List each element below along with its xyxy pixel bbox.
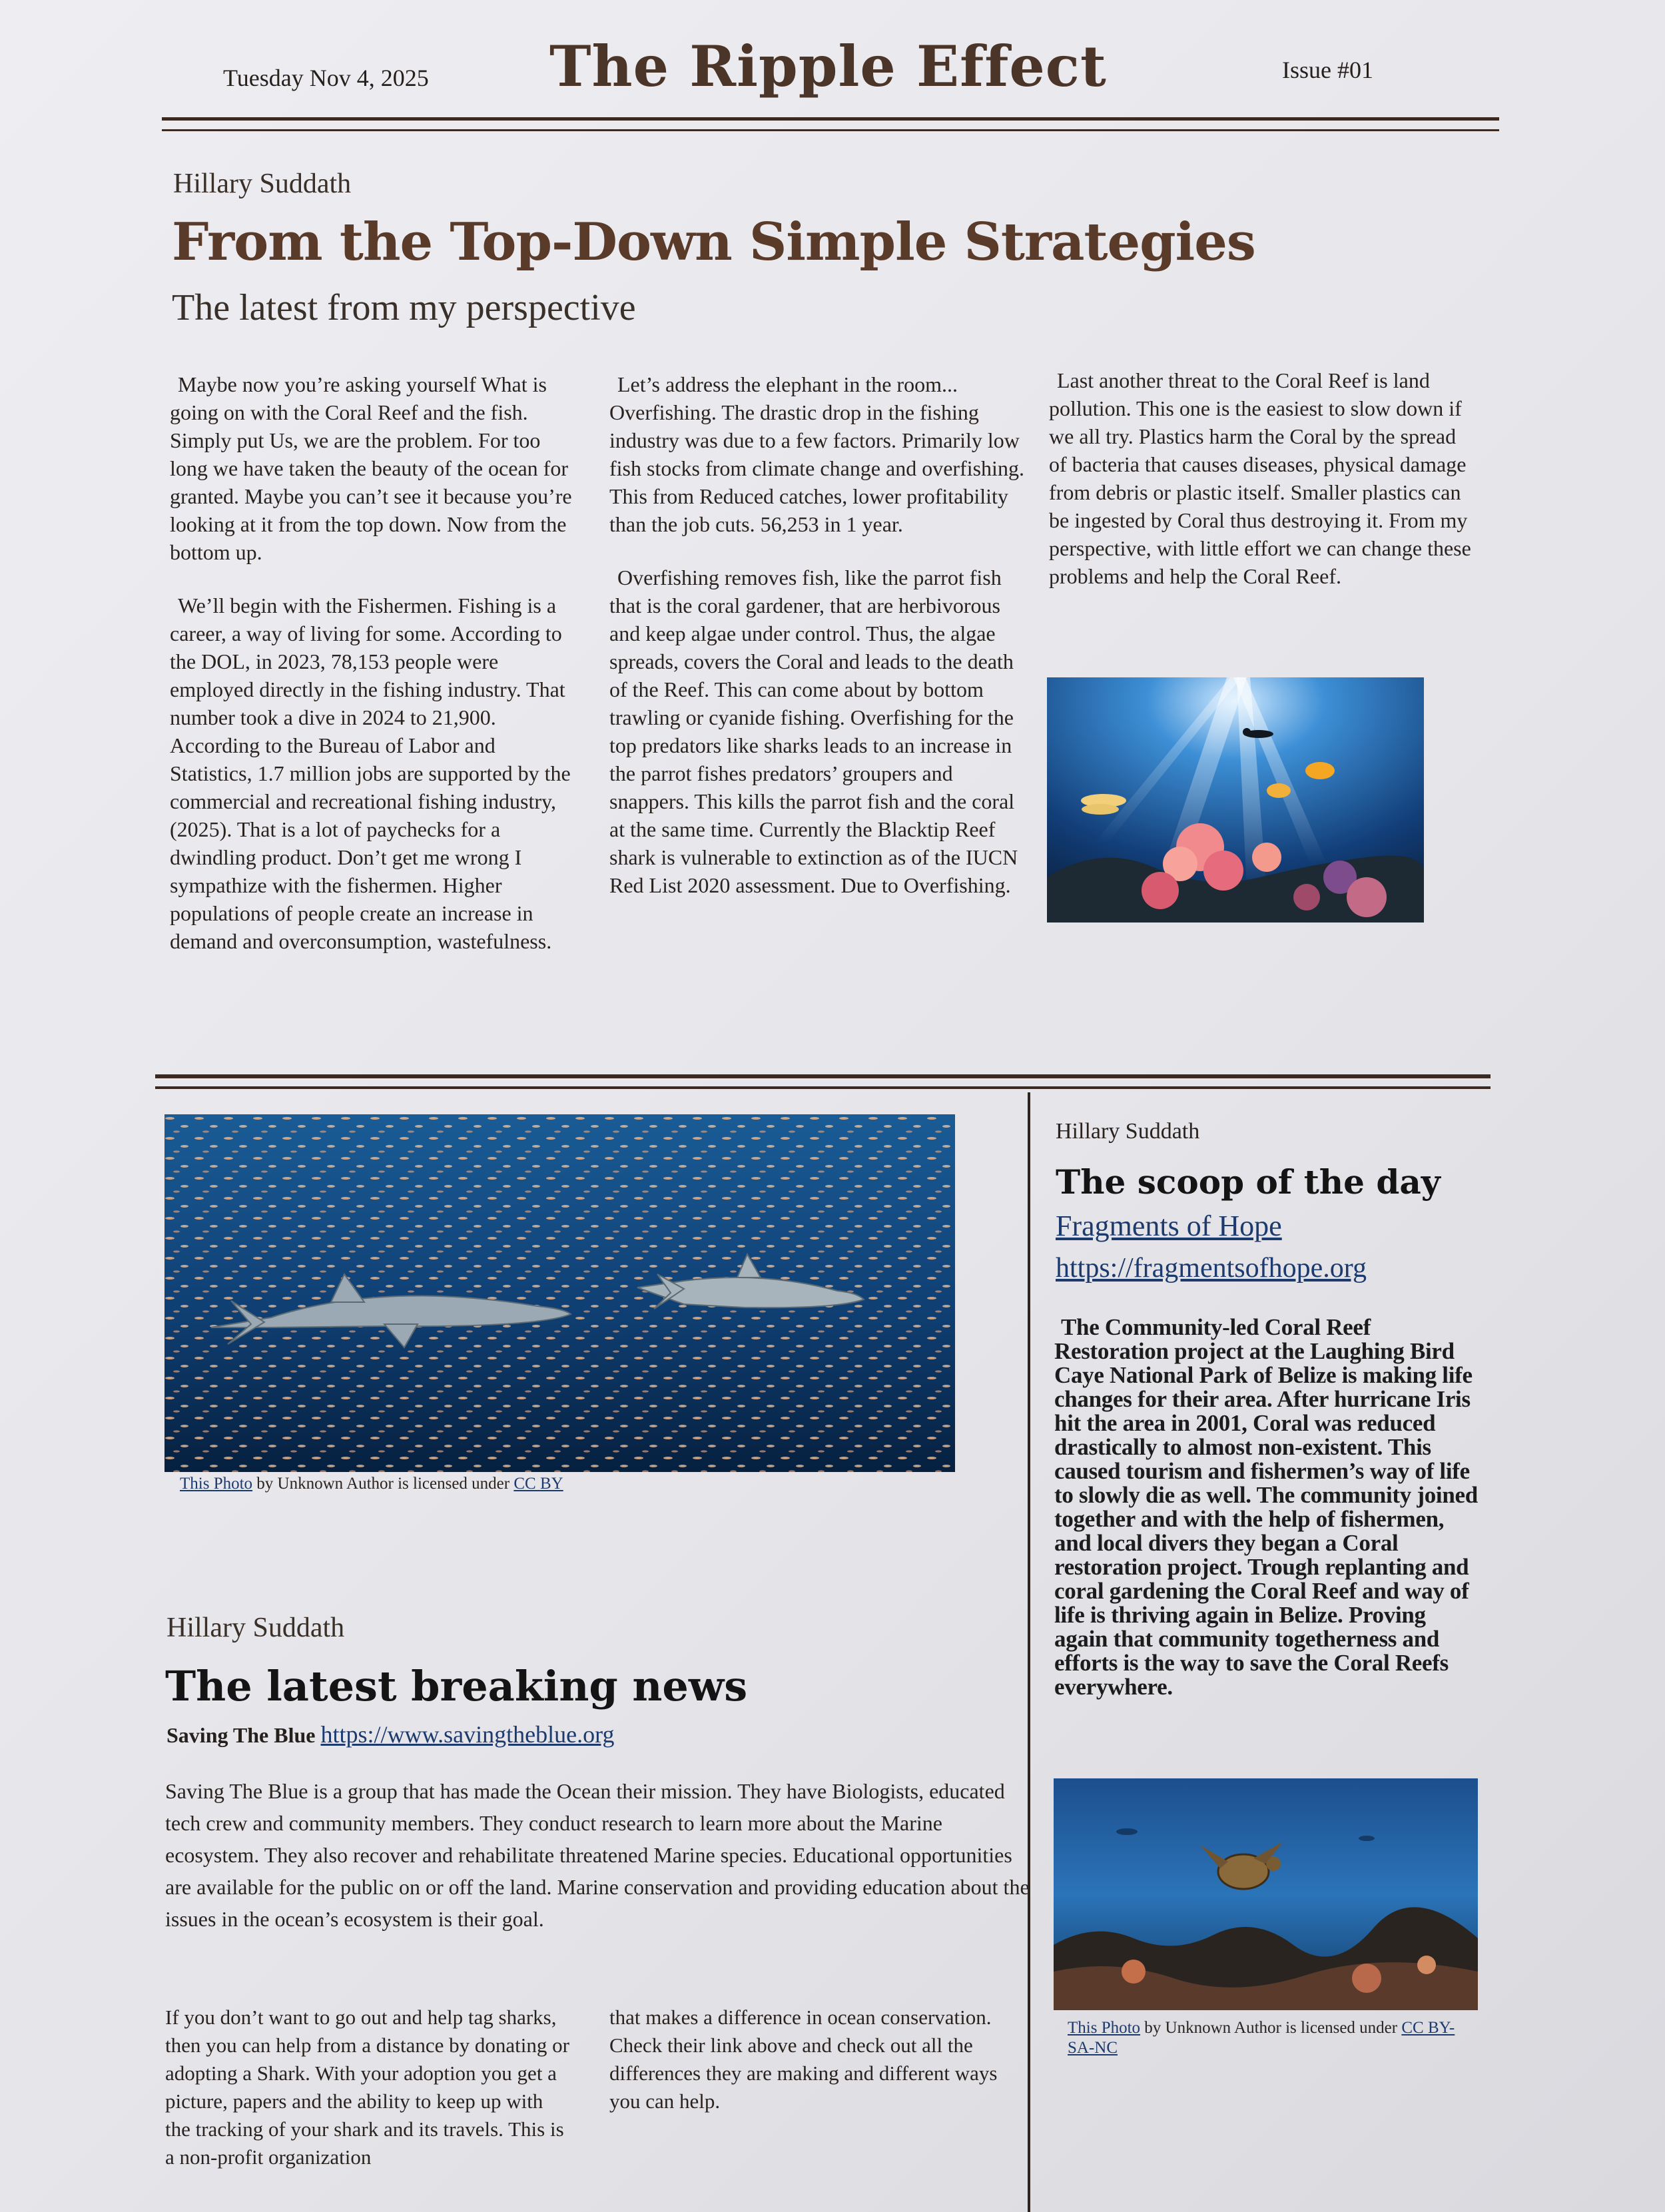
- feature-subtitle: The latest from my perspective: [172, 287, 636, 328]
- shark-illustration: [165, 1114, 955, 1472]
- breaking-byline: Hillary Suddath: [166, 1613, 345, 1643]
- breaking-paragraph: Saving The Blue is a group that has made the Ocean their mission. They have Biologists, educated tech crew and community members. They conduct research to learn more about the Marine ecosystem. They also recover and rehabilitate threatened Marine species. Educational opportunities are available for the public on or off the land. Marine conservation and providing education about the issues in the ocean’s ecosystem is their goal.: [165, 1779, 1030, 1931]
- turtle-photo-caption: [1068, 2018, 1467, 2058]
- scoop-link-url[interactable]: https://fragmentsofhope.org: [1056, 1253, 1367, 1284]
- coral-reef-illustration: [1047, 677, 1424, 922]
- issue-date: Tuesday Nov 4, 2025: [223, 65, 429, 91]
- feature-col1-paragraph-1: Maybe now you’re asking yourself What is going on with the Coral Reef and the fish. Simply put Us, we are the problem. For too long we have taken the beauty of the ocean for granted. Maybe you can’t see it because you’re looking at it from the top down. Now from the bottom up.: [170, 372, 572, 564]
- breaking-org-link[interactable]: https://www.savingtheblue.org: [320, 1721, 615, 1748]
- newspaper-title: The Ripple Effect: [549, 33, 1107, 99]
- shark-photo: [165, 1114, 955, 1472]
- scoop-byline: Hillary Suddath: [1056, 1119, 1200, 1144]
- feature-byline: Hillary Suddath: [173, 169, 352, 199]
- scoop-body: The Community-led Coral Reef Restoration project at the Laughing Bird Caye National Park of Belize is making life changes for their area. After hurricane Iris hit the area in 2001, Coral was reduced drastically to almost non-existent. This caused tourism and fishermen’s way of life to slowly die as well. The community joined together and with the help of fishermen, and local divers they began a Coral restoration project. Trough replanting and coral gardening the Coral Reef and way of life is thriving again in Belize. Proving again that community togetherness and efforts is the way to save the Coral Reefs everywhere.: [1054, 1314, 1478, 1700]
- feature-column-3: [1049, 366, 1475, 615]
- section-rule-bottom: [155, 1086, 1491, 1089]
- issue-number: Issue #01: [1282, 57, 1373, 83]
- shark-photo-caption: [180, 1475, 563, 1493]
- shark-photo-caption-text: by Unknown Author is licensed under: [252, 1475, 514, 1493]
- feature-col1-paragraph-2: We’ll begin with the Fishermen. Fishing is a career, a way of living for some. According to the DOL, in 2023, 78,153 people were employed directly in the fishing industry. That number took a dive in 2024 to 21,900. According to the Bureau of Labor and Statistics, 1.7 million jobs are supported by the commercial and recreational fishing industry, (2025). That is a lot of paychecks for a dwindling product. Don’t get me wrong I sympathize with the fishermen. Higher populations of people create an increase in demand and overconsumption, wastefulness.: [170, 593, 571, 953]
- scoop-link-title[interactable]: Fragments of Hope: [1056, 1210, 1282, 1242]
- breaking-headline: The latest breaking news: [165, 1662, 748, 1710]
- breaking-source: [166, 1720, 614, 1748]
- turtle-photo-license-link[interactable]: CC BY-SA-NC: [1068, 2019, 1455, 2057]
- column-divider: [1028, 1092, 1030, 2212]
- turtle-photo-link[interactable]: This Photo: [1068, 2019, 1141, 2037]
- feature-column-2: [609, 370, 1026, 924]
- breaking-column-left: If you don’t want to go out and help tag sharks, then you can help from a distance by donating or adopting a Shark. With your adoption you get a picture, papers and the ability to keep up with the tracking of your shark and its travels. This is a non-profit organization: [165, 2006, 569, 2169]
- masthead-rule-bottom: [162, 129, 1499, 131]
- breaking-org-label: Saving The Blue: [166, 1723, 316, 1747]
- breaking-column-right: that makes a difference in ocean conservation. Check their link above and check out all the differences they are making and different ways you can help.: [609, 2006, 998, 2113]
- coral-reef-photo: [1047, 677, 1424, 922]
- turtle-photo-caption-text: by Unknown Author is licensed under: [1140, 2019, 1402, 2037]
- feature-col2-paragraph-2: Overfishing removes fish, like the parrot fish that is the coral gardener, that are herbivorous and keep algae under control. Thus, the algae spreads, covers the Coral and leads to the death of the Reef. This can come about by bottom trawling or cyanide fishing. Overfishing for the top predators like sharks leads to an increase in the parrot fishes predators’ groupers and snappers. This kills the parrot fish and the coral at the same time. Currently the Blacktip Reef shark is vulnerable to extinction as of the IUCN Red List 2020 assessment. Due to Overfishing.: [609, 565, 1018, 897]
- feature-col3-paragraph-1: Last another threat to the Coral Reef is land pollution. This one is the easiest to slow down if we all try. Plastics harm the Coral by the spread of bacteria that causes diseases, physical damage from debris or plastic itself. Smaller plastics can be ingested by Coral thus destroying it. From my perspective, with little effort we can change these problems and help the Coral Reef.: [1049, 368, 1471, 588]
- scoop-headline: The scoop of the day: [1056, 1162, 1441, 1202]
- sea-turtle-illustration: [1054, 1778, 1478, 2010]
- masthead-rule-top: [162, 117, 1499, 121]
- shark-photo-license-link[interactable]: CC BY: [513, 1475, 563, 1493]
- feature-headline: From the Top-Down Simple Strategies: [172, 212, 1255, 272]
- shark-photo-link[interactable]: This Photo: [180, 1475, 253, 1493]
- feature-col2-paragraph-1: Let’s address the elephant in the room... Overfishing. The drastic drop in the fishing industry was due to a few factors. Primarily low fish stocks from climate change and overfishing. This from Reduced catches, lower profitability than the job cuts. 56,253 in 1 year.: [609, 372, 1024, 536]
- sea-turtle-photo: [1054, 1778, 1478, 2010]
- section-rule-top: [155, 1074, 1491, 1078]
- feature-column-1: [170, 370, 583, 980]
